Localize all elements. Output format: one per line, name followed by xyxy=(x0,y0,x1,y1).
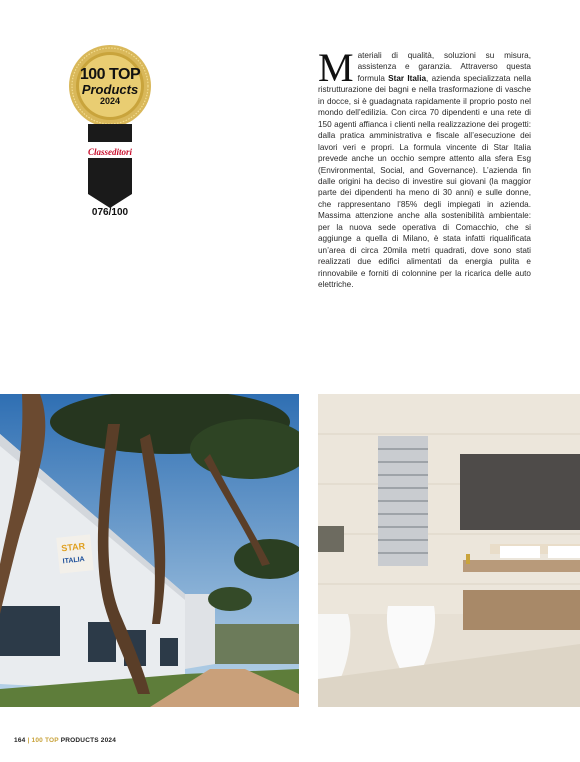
company-name: Star Italia xyxy=(388,73,427,83)
page-footer xyxy=(14,737,116,744)
bathroom-photo xyxy=(318,394,580,707)
page-number: 164 xyxy=(14,737,26,744)
article-text xyxy=(318,45,532,291)
badge-ribbon-icon xyxy=(80,124,140,210)
badge-line-2: Products xyxy=(81,82,139,97)
badge-rank: 076/100 xyxy=(91,207,129,218)
sign-italia: ITALIA xyxy=(62,556,86,566)
badge-brand: Classeditori xyxy=(87,147,132,157)
footer-highlight: 100 TOP xyxy=(31,737,59,744)
badge-line-1: 100 TOP xyxy=(79,66,141,83)
footer-publication: PRODUCTS 2024 xyxy=(60,737,117,744)
sign-star: STAR xyxy=(60,540,86,554)
drop-cap: M xyxy=(318,45,354,90)
badge-year: 2024 xyxy=(99,96,121,106)
article-lead: ateriali di qualità, soluzioni su misura, assistenza e garanzia. Attraverso questa formula xyxy=(357,51,531,83)
article-body: , azienda specializzata nella ristrutturazione dei bagni e nella trasformazione di vasche in docce, si è guadagnata rapidamente il proprio posto nel mondo dell’edilizia. Con circa 70 dipendenti e una rete di 150 agenti affianca i clienti nella realizzazione dei progetti: dalla pratica amministrativa e fiscale all’esecuzione dei lavori veri e propri. La formula vincente di Star Italia prevede anche un occhio sempre attento alla sfera Esg (Environmental, Social, and Governance). L’azienda fin dalle origini ha deciso di investire sui giovani (la maggior parte dei dipendenti ha meno di 30 anni) e sulle donne, che rappresentano l’85% degli impiegati in azienda. Massima attenzione anche alla sostenibilità ambientale: per la nuova sede operativa di Comacchio, che si aggiunge a quella di Milano, è stata infatti riqualificata un’area di circa 20mila metri quadrati, dove sono stati realizzati due edifici alimentati da energia pulita e rinnovabile e forniti di colonnine per la ricarica delle auto elettriche. xyxy=(318,73,532,290)
footer-separator: | xyxy=(27,737,30,744)
badge-title xyxy=(68,67,152,107)
building-photo xyxy=(0,394,299,707)
